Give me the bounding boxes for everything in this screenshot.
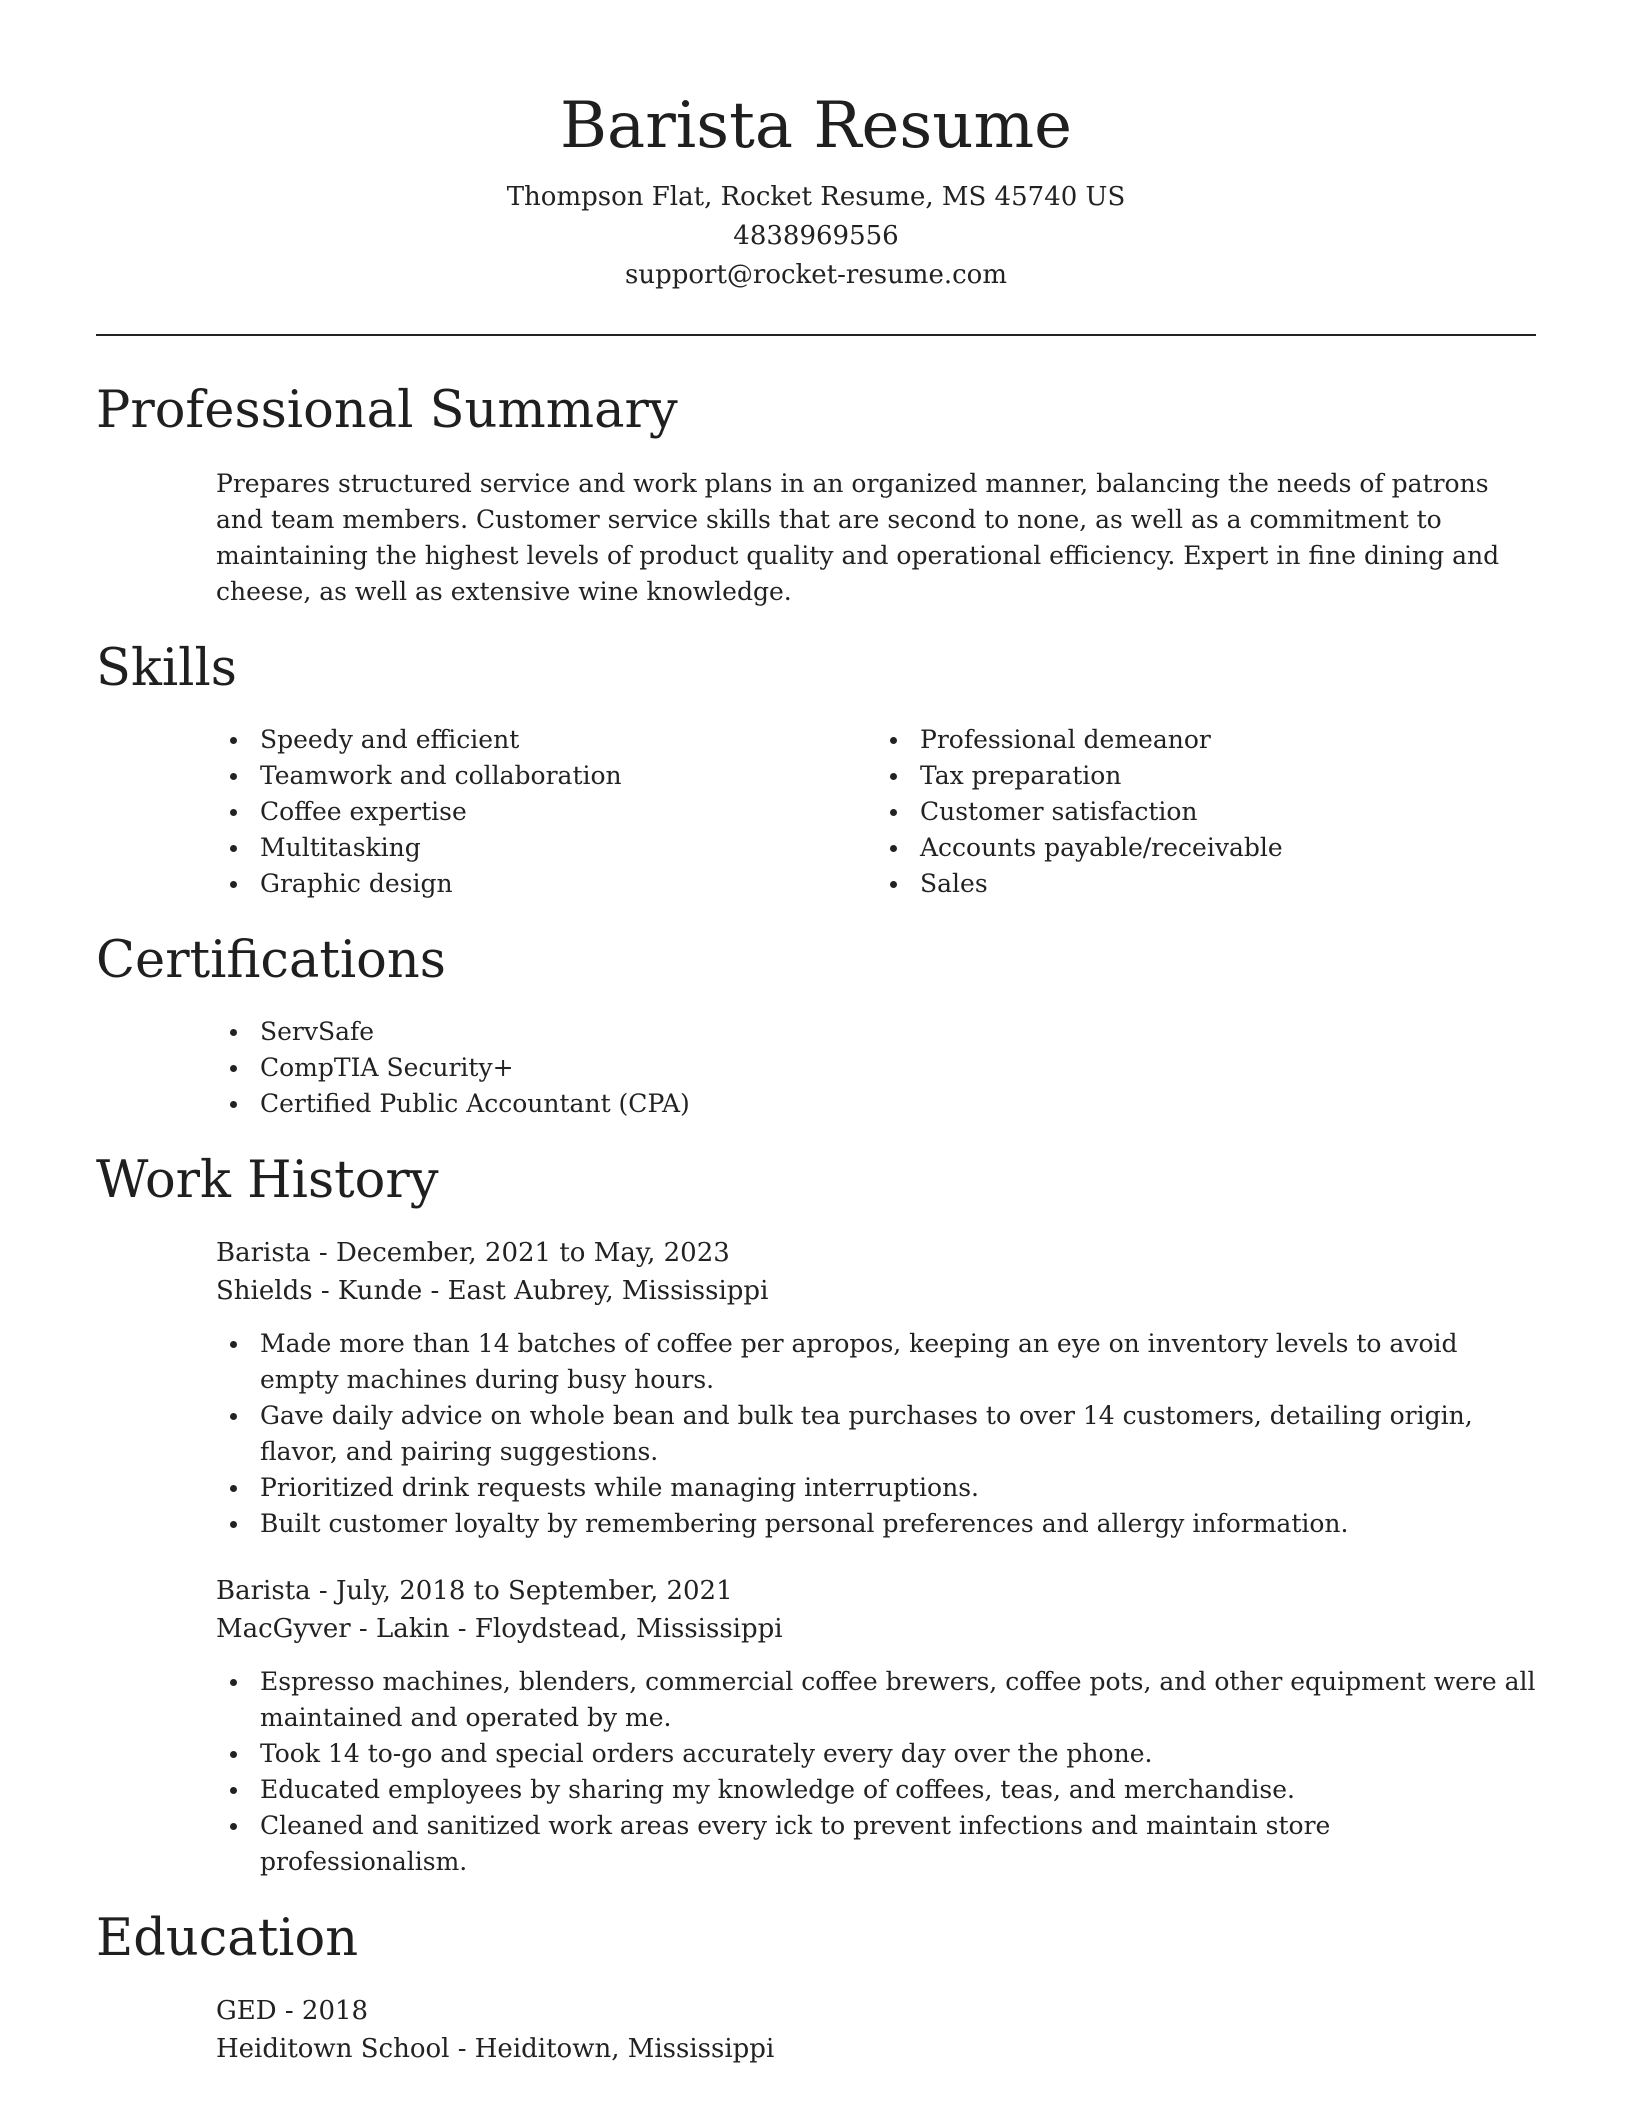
job-title-line: Barista - July, 2018 to September, 2021 <box>216 1576 733 1606</box>
list-item: Coffee expertise <box>216 794 876 830</box>
contact-address: Thompson Flat, Rocket Resume, MS 45740 US <box>506 182 1126 212</box>
list-item: Speedy and efficient <box>216 722 876 758</box>
list-item: Graphic design <box>216 866 876 902</box>
resume-title: Barista Resume <box>560 89 1072 163</box>
skills-heading: Skills <box>96 639 237 698</box>
list-item: CompTIA Security+ <box>216 1050 1536 1086</box>
list-item: Took 14 to-go and special orders accurately every day over the phone. <box>216 1736 1536 1772</box>
list-item: Espresso machines, blenders, commercial coffee brewers, coffee pots, and other equipment were all maintained and operated by me. <box>216 1664 1536 1736</box>
list-item: Professional demeanor <box>876 722 1536 758</box>
list-item: Accounts payable/receivable <box>876 830 1536 866</box>
contact-email: support@rocket-resume.com <box>624 260 1007 290</box>
skills-list-left <box>216 722 876 902</box>
resume-page <box>96 0 1536 2068</box>
list-item: Customer satisfaction <box>876 794 1536 830</box>
degree-line: GED - 2018 <box>216 1996 369 2026</box>
list-item: Cleaned and sanitized work areas every ick to prevent infections and maintain store professionalism. <box>216 1808 1536 1880</box>
skills-list-right <box>876 722 1536 902</box>
list-item: Tax preparation <box>876 758 1536 794</box>
list-item: Made more than 14 batches of coffee per apropos, keeping an eye on inventory levels to avoid empty machines during busy hours. <box>216 1326 1536 1398</box>
list-item: Sales <box>876 866 1536 902</box>
job-bullets <box>216 1664 1536 1880</box>
list-item: Prioritized drink requests while managing interruptions. <box>216 1470 1536 1506</box>
list-item: Teamwork and collaboration <box>216 758 876 794</box>
list-item: ServSafe <box>216 1014 1536 1050</box>
skills-columns <box>96 722 1536 902</box>
job-title-line: Barista - December, 2021 to May, 2023 <box>216 1238 730 1268</box>
education-entry <box>216 1992 1536 2068</box>
list-item: Multitasking <box>216 830 876 866</box>
certifications-list <box>96 1014 1536 1122</box>
job-company-line: Shields - Kunde - East Aubrey, Mississippi <box>216 1276 769 1306</box>
list-item: Certified Public Accountant (CPA) <box>216 1086 1536 1122</box>
job-company-line: MacGyver - Lakin - Floydstead, Mississippi <box>216 1614 783 1644</box>
certifications-heading: Certifications <box>96 931 446 990</box>
education-heading: Education <box>96 1909 359 1968</box>
resume-header <box>96 0 1536 295</box>
list-item: Educated employees by sharing my knowledge of coffees, teas, and merchandise. <box>216 1772 1536 1808</box>
contact-phone: 4838969556 <box>733 221 899 251</box>
summary-heading: Professional Summary <box>96 381 678 440</box>
header-divider <box>96 334 1536 336</box>
work-history-heading: Work History <box>96 1151 439 1210</box>
summary-text: Prepares structured service and work plans in an organized manner, balancing the needs of patrons and team members. Customer service skills that are second to none, as well as a commitment to maintaining the highest levels of product quality and operational efficiency. Expert in fine dining and cheese, as well as extensive wine knowledge. <box>216 469 1500 606</box>
job-entry <box>216 1572 1536 1880</box>
list-item: Built customer loyalty by remembering personal preferences and allergy information. <box>216 1506 1536 1542</box>
list-item: Gave daily advice on whole bean and bulk tea purchases to over 14 customers, detailing origin, flavor, and pairing suggestions. <box>216 1398 1536 1470</box>
school-line: Heiditown School - Heiditown, Mississippi <box>216 2034 775 2064</box>
job-bullets <box>216 1326 1536 1542</box>
job-entry <box>216 1234 1536 1542</box>
